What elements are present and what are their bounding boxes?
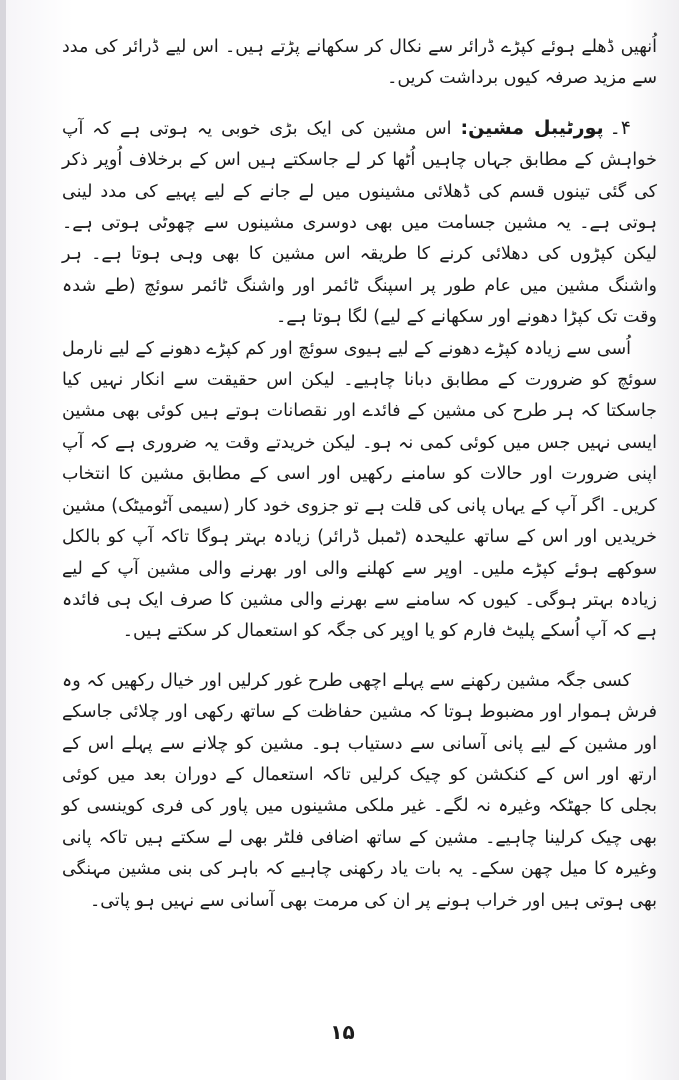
machine-placement-paragraph: کسی جگہ مشین رکھنے سے پہلے اچھی طرح غور کرلیں اور خیال رکھیں کہ وہ فرش ہموار اور مضبوط ہوتا کہ مشین حفاظت کے ساتھ رکھی اور چلائی جاسکے اور مشین کے لیے پانی آسانی سے دستیاب ہو۔ مشین کو چلانے سے پہلے اس کے ارتھ اور اس کے کنکشن کو چیک کرلیں تاکہ استعمال کے دوران بعد میں کوئی بجلی کا جھٹکہ وغیرہ نہ لگے۔ غیر ملکی مشینوں میں پاور کی فری کوینسی کو بھی چیک کرلینا چاہیے۔ مشین کے ساتھ اضافی فلٹر بھی لے سکتے ہیں تاکہ پانی وغیرہ کا میل چھن سکے۔ یہ بات یاد رکھنی چاہیے کہ باہر کی بنی مشین مہنگی بھی ہوتی ہیں اور خراب ہونے پر ان کی مرمت بھی آسانی سے نہیں ہو پاتی۔ <box>62 670 657 911</box>
section-4-title: پورٹیبل مشین: <box>460 116 604 139</box>
section-4-text: اس مشین کی ایک بڑی خوبی یہ ہوتی ہے کہ آپ خواہش کے مطابق جہاں چاہیں اُٹھا کر لے جاسکتے ہیں اس کے برخلاف اُوپر ذکر کی گئی تینوں قسم کی ڈھلائی مشینوں میں لے جانے کے لیے پہیے کی مدد لینی ہوتی ہے۔ یہ مشین جسامت میں بھی دوسری مشینوں سے چھوٹی ہوتی ہے۔ لیکن کپڑوں کی دھلائی کرنے کا طریقہ اس مشین کا بھی وہی ہوتا ہے۔ ہر واشنگ مشین میں عام طور پر اسپنگ ٹائمر اور واشنگ ٹائمر سوئچ (طے شدہ وقت تک کپڑا دھونے اور سکھانے کے لیے) لگا ہوتا ہے۔ <box>62 118 657 328</box>
section-4-heading <box>460 117 631 139</box>
section-4-paragraph <box>62 113 657 334</box>
machine-choice-paragraph: اُسی سے زیادہ کپڑے دھونے کے لیے ہیوی سوئچ اور کم کپڑے دھونے کے لیے نارمل سوئچ کو ضرورت کے مطابق دبانا چاہیے۔ لیکن اس حقیقت سے انکار نہیں کیا جاسکتا کہ ہر طرح کی مشین کے فائدے اور نقصانات ہوتے ہیں کوئی بھی مشین ایسی نہیں جس میں کوئی کمی نہ ہو۔ لیکن خریدتے وقت یہ ضروری ہے کہ آپ اپنی ضرورت اور حالات کو سامنے رکھیں اور اسی کے مطابق مشین کا انتخاب کریں۔ اگر آپ کے یہاں پانی کی قلت ہے تو جزوی خود کار (سیمی آٹومیٹک) مشین خریدیں اور اس کے ساتھ علیحدہ (ٹمبل ڈرائر) زیادہ بہتر ہوگا تاکہ آپ کو بالکل سوکھے ہوئے کپڑے ملیں۔ اوپر سے کھلنے والی اور بھرنے والی مشین آپ کے لیے زیادہ بہتر ہوگی۔ کیوں کہ سامنے سے بھرنے والی مشین کا صرف ایک ہی فائدہ ہے کہ آپ اُسکے پلیٹ فارم کو یا اوپر کی جگہ کو استعمال کر سکتے ہیں۔ <box>62 338 657 642</box>
paragraph-gap <box>62 95 657 113</box>
paragraph-gap <box>62 648 657 666</box>
intro-paragraph: اُنھیں ڈھلے ہوئے کپڑے ڈرائر سے نکال کر سکھانے پڑتے ہیں۔ اس لیے ڈرائر کی مدد سے مزید صرفہ کیوں برداشت کریں۔ <box>62 37 657 89</box>
section-4-number: ۴۔ <box>609 116 631 139</box>
page-number: ۱۵ <box>330 1020 355 1044</box>
body-text <box>62 32 657 917</box>
